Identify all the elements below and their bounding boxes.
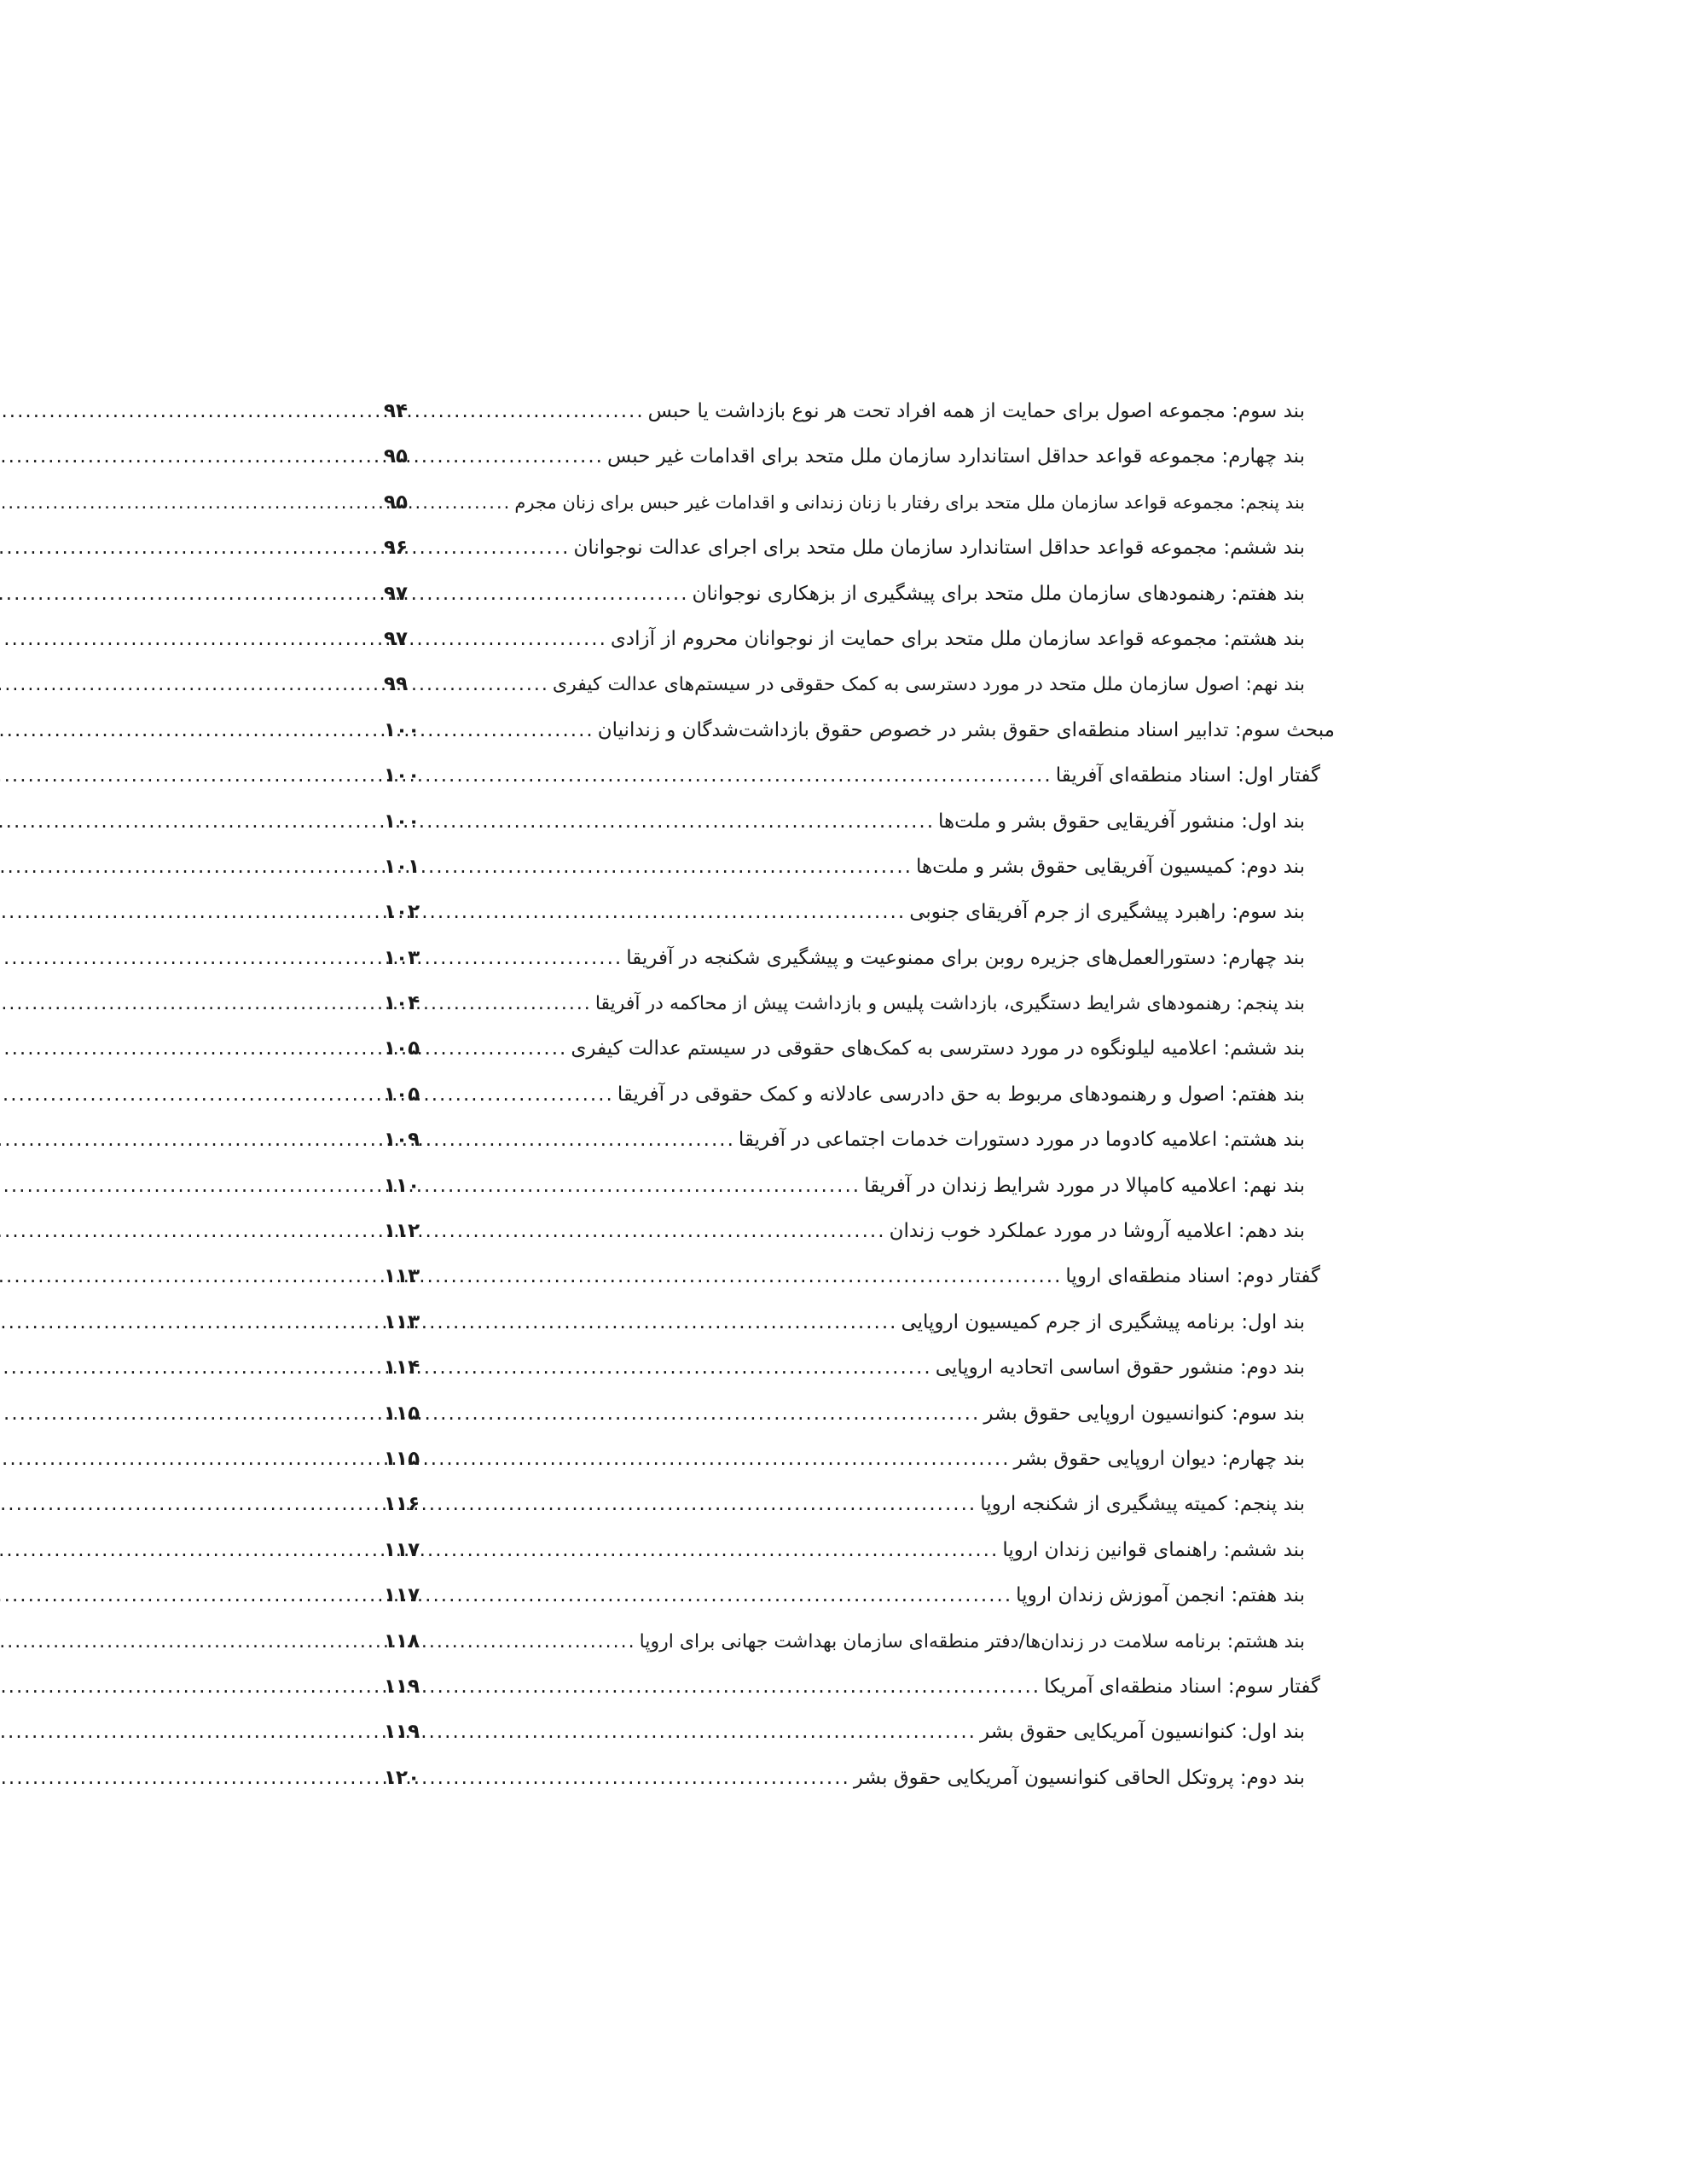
dot-leader: [425, 1391, 983, 1437]
toc-entry-page: ۱۰۵: [384, 1083, 420, 1106]
toc-entry: [384, 981, 1305, 1026]
toc-entry-page: ۱۲۰: [384, 1766, 420, 1789]
toc-entry: [384, 389, 1305, 434]
toc-entry-title: بند پنجم: مجموعه قواعد سازمان ملل متحد برای رفتار با زنان زندانی و اقدامات غیر حبس برای زنان مجرم: [514, 491, 1305, 513]
dot-leader: [425, 1528, 1002, 1573]
toc-section-heading: [384, 708, 1335, 753]
dot-leader: [425, 1345, 936, 1391]
toc-entry: [384, 662, 1305, 707]
toc-entry-title: بند چهارم: مجموعه قواعد حداقل استاندارد سازمان ملل متحد برای اقدامات غیر حبس: [606, 445, 1305, 468]
toc-entry-page: ۱۰۳: [384, 946, 420, 969]
toc-entry-page: ۱۱۹: [384, 1721, 420, 1744]
dot-leader: [425, 753, 1056, 799]
toc-chapter-heading: [384, 753, 1320, 799]
dot-leader: [425, 1482, 980, 1527]
toc-entry-page: ۱۰۹: [384, 1129, 420, 1152]
toc-entry-title: بند دوم: پروتکل الحاقی کنوانسیون آمریکایی حقوق بشر: [853, 1766, 1305, 1789]
dot-leader: [425, 662, 553, 707]
toc-entry: [384, 1209, 1305, 1254]
toc-entry-title: بند اول: منشور آفریقایی حقوق بشر و ملت‌ها: [938, 810, 1305, 833]
dot-leader: [425, 1164, 864, 1209]
toc-entry: [384, 1482, 1305, 1527]
dot-leader: [425, 1664, 1044, 1710]
toc-entry-title: بند اول: برنامه پیشگیری از جرم کمیسیون اروپایی: [901, 1310, 1305, 1333]
dot-leader: [425, 1072, 617, 1118]
toc-entry-title: بند چهارم: دستورالعمل‌های جزیره روبن برای ممنوعیت و پیشگیری شکنجه در آفریقا: [626, 946, 1305, 969]
toc-entry-page: ۹۷: [384, 627, 409, 650]
toc-entry-title: گفتار دوم: اسناد منطقه‌ای اروپا: [1065, 1265, 1320, 1288]
toc-entry-title: بند دوم: کمیسیون آفریقایی حقوق بشر و ملت‌ها: [916, 855, 1305, 878]
toc-entry-title: بند نهم: اصول سازمان ملل متحد در مورد دسترسی به کمک حقوقی در سیستم‌های عدالت کیفری: [552, 674, 1305, 696]
toc-entry-page: ۱۰۱: [384, 855, 420, 878]
dot-leader: [425, 1437, 1014, 1482]
toc-entry-page: ۱۱۷: [384, 1584, 420, 1607]
toc-entry-page: ۱۱۵: [384, 1402, 420, 1425]
toc-entry-page: ۱۱۹: [384, 1675, 420, 1698]
toc-entry-page: ۱۰۲: [384, 901, 420, 924]
toc-entry-title: بند پنجم: کمیته پیشگیری از شکنجه اروپا: [980, 1493, 1305, 1516]
toc-entry-page: ۱۰۰: [384, 764, 420, 787]
toc-entry-page: ۱۱۳: [384, 1265, 420, 1288]
toc-entry-title: بند نهم: اعلامیه کامپالا در مورد شرایط زندان در آفریقا: [864, 1174, 1305, 1197]
dot-leader: [425, 572, 693, 617]
toc-entry: [384, 434, 1305, 479]
dot-leader: [425, 617, 611, 662]
toc-entry-page: ۹۵: [384, 445, 409, 468]
toc-entry-title: بند سوم: کنوانسیون اروپایی حقوق بشر: [983, 1402, 1305, 1425]
toc-entry: [384, 890, 1305, 935]
dot-leader: [425, 480, 514, 526]
toc-entry: [384, 1710, 1305, 1755]
toc-entry-title: بند دهم: اعلامیه آروشا در مورد عملکرد خوب زندان: [889, 1220, 1305, 1243]
toc-entry-page: ۹۵: [384, 491, 409, 514]
dot-leader: [425, 434, 607, 479]
dot-leader: [425, 1300, 901, 1345]
toc-entry-title: گفتار سوم: اسناد منطقه‌ای آمریکا: [1044, 1675, 1320, 1698]
toc-entry-page: ۱۱۰: [384, 1174, 420, 1197]
toc-entry-page: ۱۱۷: [384, 1538, 420, 1561]
toc-entry: [384, 1345, 1305, 1391]
dot-leader: [425, 389, 648, 434]
dot-leader: [425, 708, 598, 753]
toc-entry-page: ۹۷: [384, 582, 409, 605]
dot-leader: [425, 1619, 640, 1664]
dot-leader: [425, 936, 626, 981]
toc-entry-title: بند سوم: مجموعه اصول برای حمایت از همه افراد تحت هر نوع بازداشت یا حبس: [647, 400, 1305, 422]
toc-entry: [384, 1118, 1305, 1163]
toc-entry-page: ۱۰۵: [384, 1037, 420, 1060]
toc-entry-title: بند سوم: راهبرد پیشگیری از جرم آفریقای جنوبی: [909, 901, 1305, 924]
toc-entry-title: بند هفتم: رهنمودهای سازمان ملل متحد برای پیشگیری از بزهکاری نوجوانان: [692, 582, 1305, 605]
toc-entry-title: بند ششم: راهنمای قوانین زندان اروپا: [1002, 1538, 1305, 1561]
toc-entry: [384, 1300, 1305, 1345]
toc-entry-title: بند ششم: مجموعه قواعد حداقل استاندارد سازمان ملل متحد برای اجرای عدالت نوجوانان: [573, 537, 1305, 560]
dot-leader: [425, 526, 573, 571]
toc-entry-page: ۱۰۰: [384, 718, 420, 741]
toc-entry: [384, 1437, 1305, 1482]
toc-entry: [384, 1573, 1305, 1618]
toc-entry-title: بند پنجم: رهنمودهای شرایط دستگیری، بازداشت پلیس و بازداشت پیش از محاکمه در آفریقا: [594, 993, 1305, 1015]
toc-entry-page: ۱۱۴: [384, 1356, 420, 1380]
toc-entry: [384, 617, 1305, 662]
dot-leader: [425, 1118, 739, 1163]
toc-entry: [384, 1619, 1305, 1664]
toc-entry: [384, 1072, 1305, 1118]
toc-entry-page: ۱۱۶: [384, 1493, 420, 1516]
toc-entry: [384, 799, 1305, 845]
toc-entry-title: بند هشتم: مجموعه قواعد سازمان ملل متحد برای حمایت از نوجوانان محروم از آزادی: [610, 627, 1305, 650]
table-of-contents: [384, 389, 1335, 1801]
toc-entry-page: ۱۱۲: [384, 1220, 420, 1243]
toc-entry: [384, 1528, 1305, 1573]
toc-entry-title: بند اول: کنوانسیون آمریکایی حقوق بشر: [980, 1721, 1305, 1744]
dot-leader: [425, 1710, 980, 1755]
toc-chapter-heading: [384, 1664, 1320, 1710]
toc-entry: [384, 480, 1305, 526]
dot-leader: [425, 845, 916, 890]
dot-leader: [425, 1209, 890, 1254]
dot-leader: [425, 890, 909, 935]
toc-entry: [384, 1756, 1305, 1801]
dot-leader: [425, 1756, 854, 1801]
toc-entry-title: بند هفتم: اصول و رهنمودهای مربوط به حق دادرسی عادلانه و کمک حقوقی در آفریقا: [617, 1083, 1305, 1106]
toc-entry-page: ۹۴: [384, 400, 409, 422]
toc-entry-page: ۱۱۵: [384, 1447, 420, 1470]
toc-entry-title: بند هشتم: اعلامیه کادوما در مورد دستورات خدمات اجتماعی در آفریقا: [738, 1129, 1305, 1152]
toc-entry: [384, 526, 1305, 571]
toc-entry-title: بند ششم: اعلامیه لیلونگوه در مورد دسترسی به کمک‌های حقوقی در سیستم عدالت کیفری: [571, 1037, 1305, 1060]
toc-entry: [384, 1164, 1305, 1209]
dot-leader: [425, 981, 595, 1026]
toc-entry-page: ۱۰۰: [384, 810, 420, 833]
toc-entry-title: بند هشتم: برنامه سلامت در زندان‌ها/دفتر منطقه‌ای سازمان بهداشت جهانی برای اروپا: [639, 1630, 1305, 1653]
toc-entry-title: بند دوم: منشور حقوق اساسی اتحادیه اروپایی: [935, 1356, 1305, 1380]
toc-entry-title: گفتار اول: اسناد منطقه‌ای آفریقا: [1055, 764, 1320, 787]
toc-entry: [384, 936, 1305, 981]
toc-entry-title: بند هفتم: انجمن آموزش زندان اروپا: [1016, 1584, 1305, 1607]
toc-entry-page: ۱۱۳: [384, 1310, 420, 1333]
dot-leader: [425, 1026, 571, 1072]
toc-entry-page: ۱۱۸: [384, 1629, 420, 1653]
toc-entry-page: ۹۶: [384, 537, 409, 560]
dot-leader: [425, 799, 938, 845]
toc-chapter-heading: [384, 1254, 1320, 1299]
toc-entry: [384, 572, 1305, 617]
toc-entry-title: بند چهارم: دیوان اروپایی حقوق بشر: [1013, 1447, 1305, 1470]
toc-entry: [384, 1391, 1305, 1437]
toc-entry: [384, 1026, 1305, 1072]
toc-entry-title: مبحث سوم: تدابیر اسناد منطقه‌ای حقوق بشر در خصوص حقوق بازداشت‌شدگان و زندانیان: [597, 718, 1335, 741]
dot-leader: [425, 1254, 1065, 1299]
toc-entry-page: ۱۰۴: [384, 992, 420, 1015]
toc-entry-page: ۹۹: [384, 673, 409, 696]
toc-entry: [384, 845, 1305, 890]
dot-leader: [425, 1573, 1016, 1618]
